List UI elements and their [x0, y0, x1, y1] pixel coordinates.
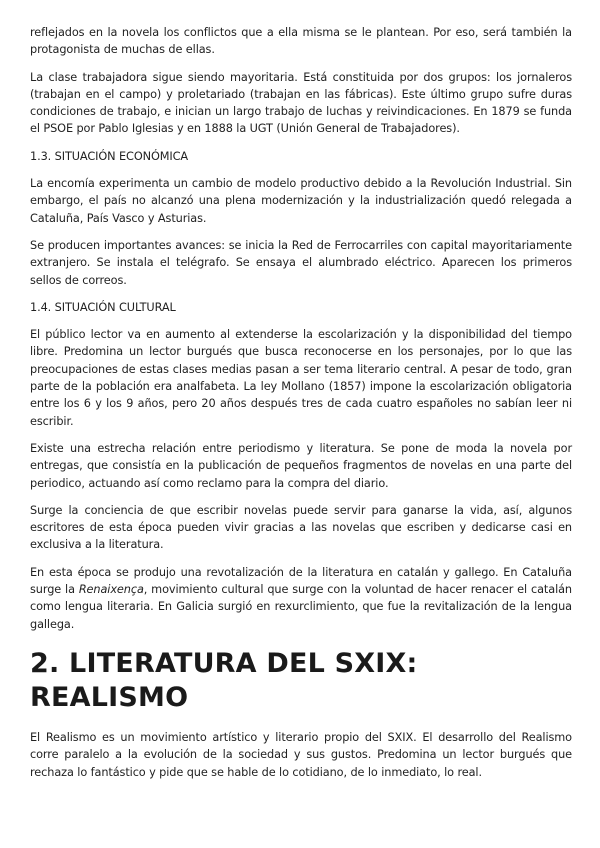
- chapter-title-realismo: 2. LITERATURA DEL SXIX: REALISMO: [30, 647, 418, 713]
- paragraph-publico-lector: El público lector va en aumento al extenderse la escolarización y la disponibilidad del tiempo libre. Predomina un lector burgués que busca reconocerse en los personajes, por lo que las preocupaciones de estas clases medias pasan a ser tema literario central. A pesar de todo, gran parte de la población era analfabeta. La ley Mollano (1857) impone la escolarización obligatoria entre los 6 y los 9 años, pero 20 años después tres de cada cuatro españoles no sabían leer ni escribir.: [30, 328, 572, 428]
- paragraph-revitalizacion-part2: , movimiento cultural que surge con la voluntad de hacer renacer el catalán como lengua literaria. En Galicia surgió en rexurclimiento, que fue la revitalización de la lengua gallega.: [30, 583, 572, 631]
- paragraph-avances: Se producen importantes avances: se inicia la Red de Ferrocarriles con capital mayoritariamente extranjero. Se instala el telégrafo. Se ensaya el alumbrado eléctrico. Aparecen los primeros sellos de correos.: [30, 238, 572, 287]
- paragraph-revitalizacion: [30, 564, 572, 633]
- paragraph-revitalizacion-part1: En esta época se produjo una revotalización de la literatura en catalán y gallego. En Cataluña surge la: [30, 565, 572, 597]
- section-heading-cultural: 1.4. SITUACIÓN CULTURAL: [30, 300, 176, 314]
- section-heading-economica: 1.3. SITUACIÓN ECONÓMICA: [30, 149, 189, 163]
- paragraph-clase-trabajadora: La clase trabajadora sigue siendo mayoritaria. Está constituida por dos grupos: los jornaleros (trabajan en el campo) y proletariado (trabajan en las fábricas). Este último grupo sufre duras condiciones de trabajo, e inician un largo trabajo de luchas y reivindicaciones. En 1879 se funda el PSOE por Pablo Iglesias y en 1888 la UGT (Unión General de Trabajadores).: [30, 70, 572, 136]
- paragraph-protagonista: reflejados en la novela los conflictos que a ella misma se le plantean. Por eso, será también la protagonista de muchas de ellas.: [30, 26, 572, 57]
- paragraph-realismo: El Realismo es un movimiento artístico y literario propio del SXIX. El desarrollo del Realismo corre paralelo a la evolución de la sociedad y sus gustos. Predomina un lector burgués que rechaza lo fantástico y pide que se hable de lo cotidiano, de lo inmediato, lo real.: [30, 730, 572, 779]
- paragraph-economia: La encomía experimenta un cambio de modelo productivo debido a la Revolución Industrial. Sin embargo, el país no alcanzó una plena modernización y la industrialización quedó relegada a Cataluña, País Vasco y Asturias.: [30, 177, 572, 225]
- renaixenca-term: Renaixença: [78, 583, 144, 597]
- paragraph-periodismo: Existe una estrecha relación entre periodismo y literatura. Se pone de moda la novela por entregas, que consistía en la publicación de pequeños fragmentos de novelas en una parte del periodico, actuando así como reclamo para la compra del diario.: [30, 441, 572, 490]
- paragraph-escritores: Surge la conciencia de que escribir novelas puede servir para ganarse la vida, así, algunos escritores de esta época pueden vivir gracias a las novelas que escriben y dedicarse casi en exclusiva a la literatura.: [30, 503, 572, 552]
